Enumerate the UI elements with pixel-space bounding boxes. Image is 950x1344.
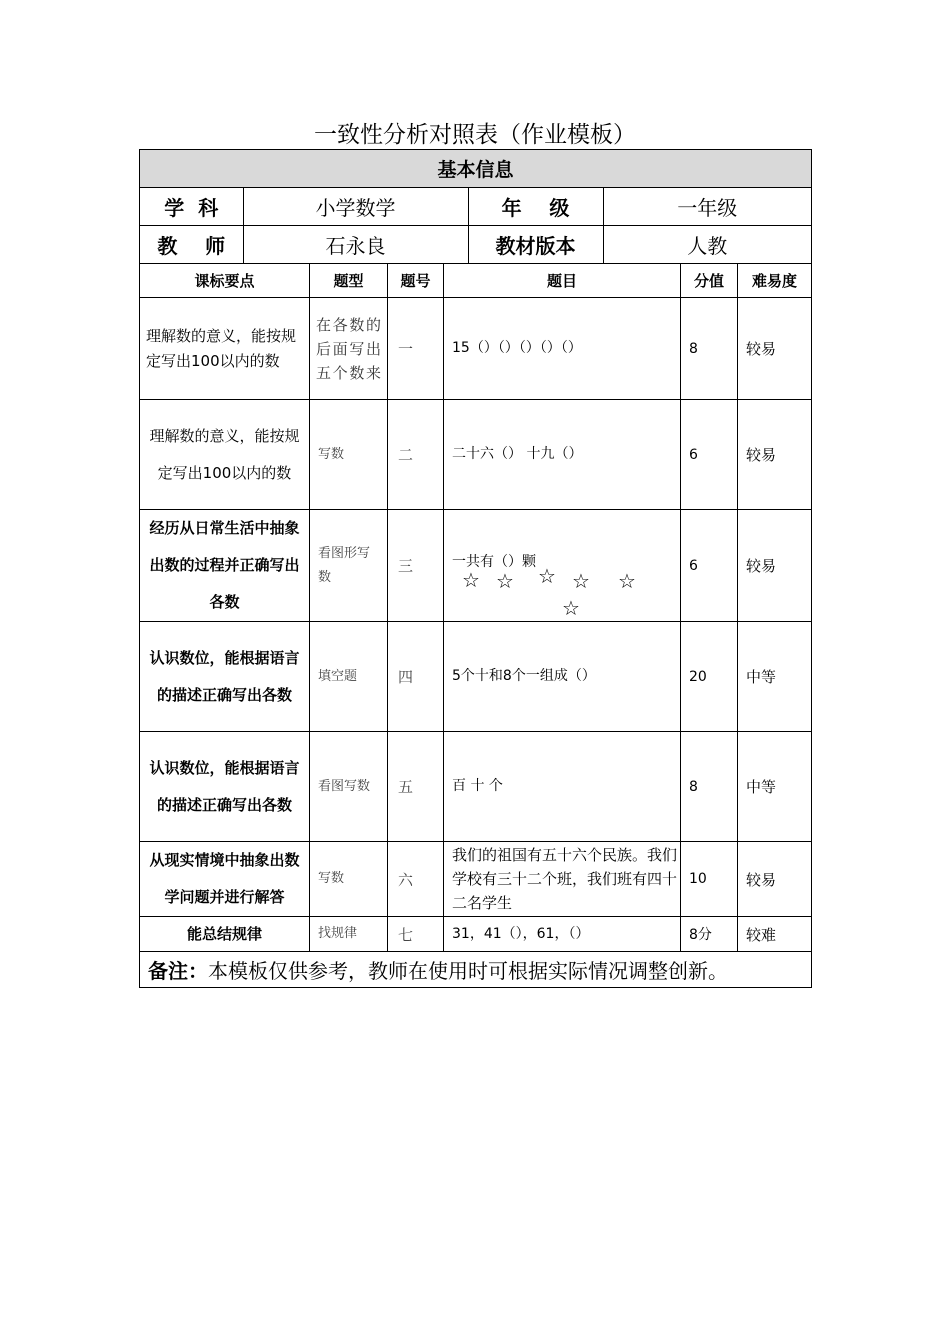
table-row	[140, 298, 812, 400]
standard-cell: 理解数的意义，能按规定写出100以内的数	[140, 298, 310, 400]
score-cell: 6	[681, 510, 738, 622]
difficulty-cell: 较易	[738, 298, 812, 400]
item-text: 一共有（）颗	[452, 554, 536, 570]
num-cell: 二	[388, 400, 444, 510]
score-cell: 8	[681, 298, 738, 400]
note-row	[140, 952, 812, 988]
teacher-value: 石永良	[243, 226, 468, 264]
num-cell: 六	[388, 842, 444, 917]
column-header: 题型	[310, 264, 388, 298]
page-title: 一致性分析对照表（作业模板）	[314, 122, 636, 148]
note-text: 本模板仅供参考，教师在使用时可根据实际情况调整创新。	[208, 959, 728, 983]
column-header: 分值	[681, 264, 738, 298]
standard-cell: 理解数的意义，能按规定写出100以内的数	[140, 400, 310, 510]
score-cell: 8分	[681, 917, 738, 952]
column-header: 题号	[388, 264, 444, 298]
subject-label: 学 科	[140, 188, 243, 226]
subject-value: 小学数学	[243, 188, 468, 226]
item-cell: 二十六（） 十九（）	[444, 400, 681, 510]
item-cell: 31，41（），61，（）	[444, 917, 681, 952]
basic-info-grid	[140, 188, 811, 263]
type-cell: 填空题	[310, 622, 388, 732]
star-outline-icon: ☆	[618, 568, 636, 593]
grade-value: 一年级	[603, 188, 811, 226]
edition-label: 教材版本	[468, 226, 603, 264]
table-row	[140, 622, 812, 732]
standard-cell: 从现实情境中抽象出数学问题并进行解答	[140, 842, 310, 917]
score-cell: 10	[681, 842, 738, 917]
table-row	[140, 400, 812, 510]
star-outline-icon: ☆	[462, 567, 480, 592]
type-cell: 写数	[310, 400, 388, 510]
star-outline-icon: ☆	[572, 568, 590, 593]
column-header: 难易度	[738, 264, 812, 298]
analysis-table	[139, 149, 812, 988]
difficulty-cell: 较易	[738, 510, 812, 622]
table-row	[140, 842, 812, 917]
item-cell: 我们的祖国有五十六个民族。我们学校有三十二个班，我们班有四十二名学生	[444, 842, 681, 917]
difficulty-cell: 较难	[738, 917, 812, 952]
num-cell: 七	[388, 917, 444, 952]
score-cell: 6	[681, 400, 738, 510]
note-label: 备注：	[148, 959, 208, 983]
teacher-label: 教 师	[140, 226, 243, 264]
num-cell: 五	[388, 732, 444, 842]
item-cell	[444, 510, 681, 622]
difficulty-cell: 中等	[738, 732, 812, 842]
item-cell: 15（）（）（）（）（）	[444, 298, 681, 400]
column-header: 题目	[444, 264, 681, 298]
item-cell: 百 十 个	[444, 732, 681, 842]
column-header-row	[140, 264, 812, 298]
column-header: 课标要点	[140, 264, 310, 298]
type-cell: 看图写数	[310, 732, 388, 842]
table-row	[140, 510, 812, 622]
type-cell: 找规律	[310, 917, 388, 952]
standard-cell: 认识数位，能根据语言的描述正确写出各数	[140, 732, 310, 842]
edition-value: 人教	[687, 234, 728, 258]
score-cell: 8	[681, 732, 738, 842]
difficulty-cell: 较易	[738, 842, 812, 917]
item-cell: 5个十和8个一组成（）	[444, 622, 681, 732]
num-cell: 四	[388, 622, 444, 732]
difficulty-cell: 较易	[738, 400, 812, 510]
num-cell: 一	[388, 298, 444, 400]
standard-cell: 认识数位，能根据语言的描述正确写出各数	[140, 622, 310, 732]
difficulty-cell: 中等	[738, 622, 812, 732]
type-cell: 在各数的后面写出五个数来	[310, 298, 388, 400]
type-cell: 看图形写数	[310, 510, 388, 622]
score-cell: 20	[681, 622, 738, 732]
standard-cell: 能总结规律	[140, 917, 310, 952]
basic-info-header: 基本信息	[140, 150, 812, 188]
star-outline-icon: ☆	[562, 595, 580, 620]
star-outline-icon: ☆	[496, 568, 514, 593]
star-outline-icon: ☆	[538, 563, 556, 588]
table-row	[140, 732, 812, 842]
type-cell: 写数	[310, 842, 388, 917]
grade-label: 年 级	[468, 188, 603, 226]
num-cell: 三	[388, 510, 444, 622]
table-row	[140, 917, 812, 952]
standard-cell: 经历从日常生活中抽象出数的过程并正确写出各数	[140, 510, 310, 622]
